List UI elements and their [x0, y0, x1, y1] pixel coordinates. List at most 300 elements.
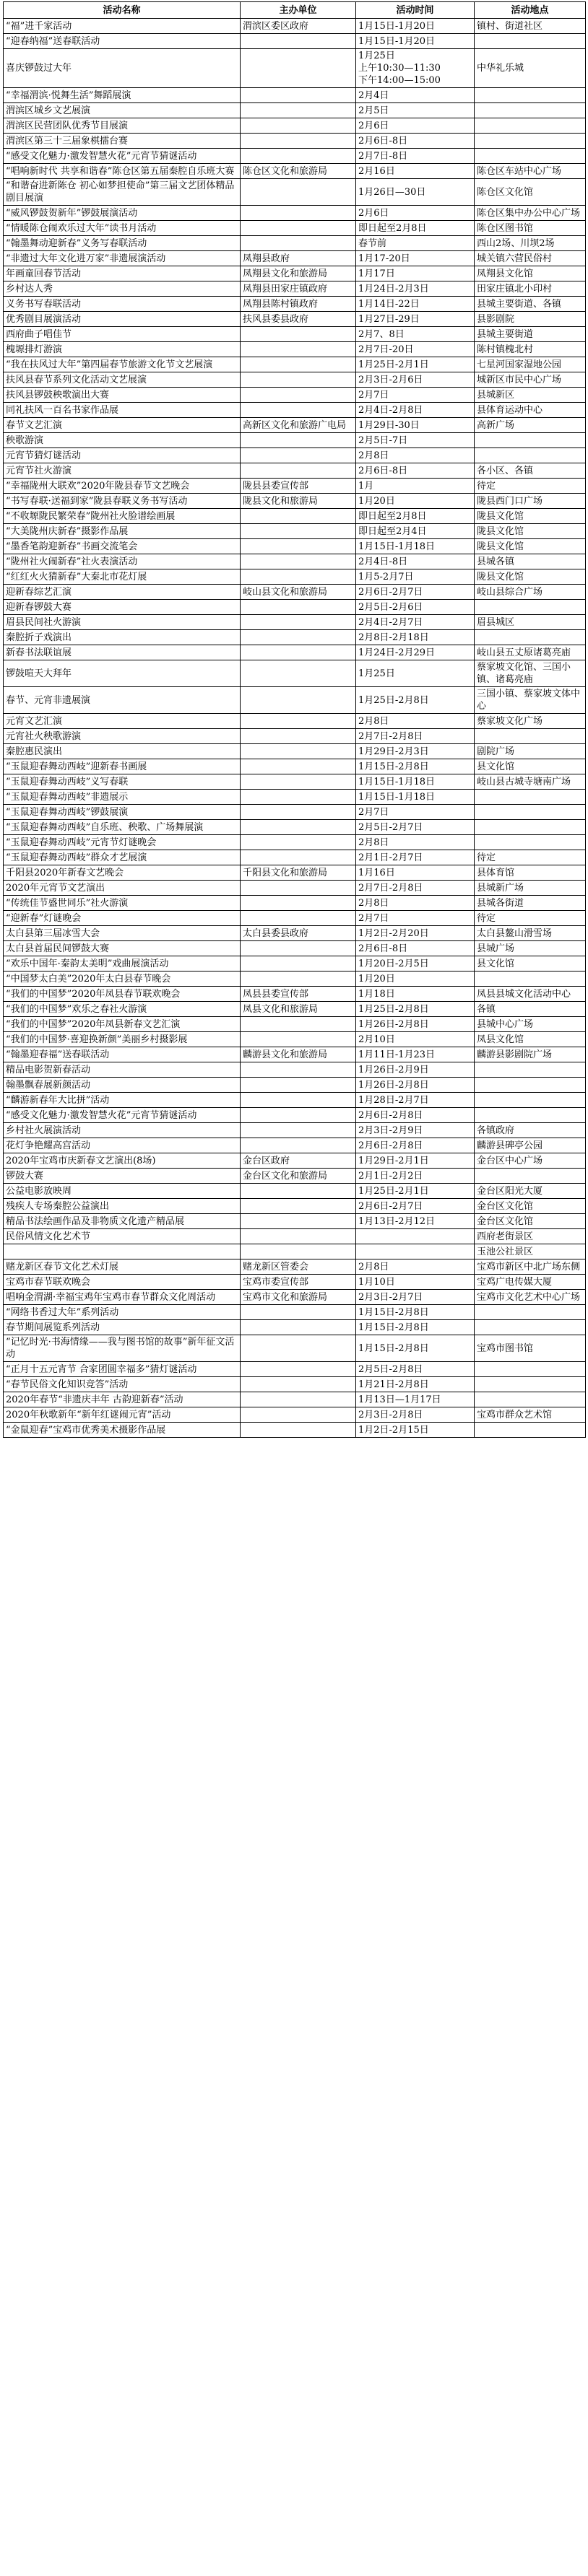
table-row — [4, 297, 586, 312]
activity-name-cell: 同礼扶风一百名书家作品展 — [4, 403, 241, 418]
time-cell: 春节前 — [356, 236, 475, 251]
activity-name-cell: 秧歌游演 — [4, 433, 241, 448]
organizer-cell — [241, 1229, 356, 1244]
location-cell — [475, 1362, 586, 1377]
time-cell: 1月15日-2月8日 — [356, 1335, 475, 1362]
time-cell: 1月17-20日 — [356, 251, 475, 266]
table-row — [4, 1214, 586, 1229]
organizer-cell — [241, 630, 356, 645]
time-cell: 2月6日-8日 — [356, 463, 475, 479]
organizer-cell — [241, 34, 356, 49]
location-cell — [475, 729, 586, 744]
organizer-cell: 凤翔县田家庄镇政府 — [241, 281, 356, 297]
activity-name-cell: 乡村达人秀 — [4, 281, 241, 297]
activity-name-cell: 赌龙新区春节文化艺术灯展 — [4, 1259, 241, 1275]
time-cell: 1月15日-2月8日 — [356, 759, 475, 774]
location-cell — [475, 1423, 586, 1438]
time-cell: 1月26日—30日 — [356, 179, 475, 206]
table-row — [4, 1002, 586, 1017]
organizer-cell — [241, 941, 356, 956]
time-cell: 2月1日-2月7日 — [356, 850, 475, 865]
table-row — [4, 494, 586, 509]
time-cell: 2月16日 — [356, 164, 475, 179]
table-row — [4, 1078, 586, 1093]
location-cell: 县城各街道 — [475, 896, 586, 911]
location-cell: 待定 — [475, 479, 586, 494]
location-cell: 凤翔县文化馆 — [475, 266, 586, 281]
time-cell: 2月8日 — [356, 448, 475, 463]
activity-name-cell: 精品书法绘画作品及非物质文化遗产精品展 — [4, 1214, 241, 1229]
location-cell: 凤县文化馆 — [475, 1032, 586, 1047]
table-row — [4, 418, 586, 433]
location-cell: 城新区市民中心广场 — [475, 372, 586, 388]
time-cell: 1月15日-1月20日 — [356, 19, 475, 34]
time-cell: 2月7日 — [356, 911, 475, 926]
location-cell: 宝鸡市文化艺术中心广场 — [475, 1290, 586, 1305]
organizer-cell: 渭滨区委区政府 — [241, 19, 356, 34]
location-cell: 眉县城区 — [475, 615, 586, 630]
organizer-cell — [241, 1093, 356, 1108]
table-row — [4, 34, 586, 49]
table-row — [4, 1275, 586, 1290]
location-cell: 陇县文化馆 — [475, 539, 586, 554]
activity-name-cell: “红红火火猜新春”大秦北市花灯展 — [4, 569, 241, 585]
table-row — [4, 1032, 586, 1047]
organizer-cell — [241, 1305, 356, 1320]
activity-name-cell: 唱响金渭湖·幸福宝鸡年宝鸡市春节群众文化周活动 — [4, 1290, 241, 1305]
organizer-cell — [241, 820, 356, 835]
organizer-cell: 凤翔县文化和旅游局 — [241, 266, 356, 281]
organizer-cell — [241, 835, 356, 850]
location-cell — [475, 1078, 586, 1093]
activity-name-cell: “迎新春”灯谜晚会 — [4, 911, 241, 926]
time-cell: 1月13日-2月12日 — [356, 1214, 475, 1229]
organizer-cell: 金台区政府 — [241, 1153, 356, 1169]
activity-name-cell: 花灯争艳耀高宫活动 — [4, 1138, 241, 1153]
table-row — [4, 881, 586, 896]
activity-name-cell: 优秀剧目展演活动 — [4, 312, 241, 327]
table-row — [4, 19, 586, 34]
activity-name-cell: 民俗风情文化艺术节 — [4, 1229, 241, 1244]
time-cell: 1月20日 — [356, 494, 475, 509]
activity-name-cell: “幸福陇州大联欢”2020年陇县春节文艺晚会 — [4, 479, 241, 494]
table-row — [4, 312, 586, 327]
time-cell: 1月20日-2月5日 — [356, 956, 475, 972]
activity-name-cell: 扶风县锣鼓秧歌演出大赛 — [4, 388, 241, 403]
organizer-cell: 千阳县文化和旅游局 — [241, 865, 356, 881]
time-cell: 2月7日 — [356, 388, 475, 403]
table-row — [4, 1184, 586, 1199]
header-location: 活动地点 — [475, 2, 586, 19]
location-cell — [475, 1320, 586, 1335]
organizer-cell: 陇县县委宣传部 — [241, 479, 356, 494]
activity-name-cell: 锣鼓喧天大拜年 — [4, 660, 241, 687]
table-row — [4, 1244, 586, 1259]
table-row — [4, 956, 586, 972]
activity-name-cell: 锣鼓大赛 — [4, 1169, 241, 1184]
activity-name-cell: “春节民俗文化知识竞答”活动 — [4, 1377, 241, 1392]
location-cell: 镇村、街道社区 — [475, 19, 586, 34]
location-cell — [475, 1169, 586, 1184]
location-cell — [475, 433, 586, 448]
location-cell: 各镇政府 — [475, 1123, 586, 1138]
organizer-cell — [241, 850, 356, 865]
organizer-cell — [241, 896, 356, 911]
table-row — [4, 835, 586, 850]
organizer-cell — [241, 881, 356, 896]
activity-name-cell: “翰墨舞动迎新春”义务写春联活动 — [4, 236, 241, 251]
time-cell: 2月6日-2月7日 — [356, 585, 475, 600]
activity-name-cell: 扶风县春节系列文化活动文艺展演 — [4, 372, 241, 388]
location-cell: 西府老街景区 — [475, 1229, 586, 1244]
activity-name-cell: 迎新春锣鼓大赛 — [4, 600, 241, 615]
activity-name-cell: “感受文化魅力·激发智慧火花”元宵节猜谜活动 — [4, 149, 241, 164]
time-cell: 2月5日-2月6日 — [356, 600, 475, 615]
organizer-cell — [241, 1062, 356, 1078]
organizer-cell — [241, 790, 356, 805]
organizer-cell — [241, 660, 356, 687]
activity-name-cell: 翰墨飘春展新颜活动 — [4, 1078, 241, 1093]
time-cell: 2月6日 — [356, 118, 475, 134]
time-cell — [356, 1229, 475, 1244]
organizer-cell — [241, 206, 356, 221]
organizer-cell — [241, 236, 356, 251]
location-cell — [475, 1305, 586, 1320]
time-cell: 2月8日 — [356, 896, 475, 911]
time-cell: 2月3日-2月8日 — [356, 1407, 475, 1423]
location-cell — [475, 103, 586, 118]
organizer-cell — [241, 388, 356, 403]
organizer-cell — [241, 342, 356, 357]
location-cell: 剧院广场 — [475, 744, 586, 759]
time-cell: 1月24日-2月3日 — [356, 281, 475, 297]
organizer-cell — [241, 1423, 356, 1438]
time-cell: 即日起至2月8日 — [356, 221, 475, 236]
activity-name-cell: “和谐奋进新陈仓 初心如梦担使命”第三届文艺团体精品剧目展演 — [4, 179, 241, 206]
time-cell: 1月16日 — [356, 865, 475, 881]
time-cell: 1月26日-2月8日 — [356, 1078, 475, 1093]
organizer-cell — [241, 569, 356, 585]
table-row — [4, 1320, 586, 1335]
time-cell: 1月15日-1月20日 — [356, 34, 475, 49]
activity-name-cell: “我们的中国梦”2020年凤县春节联欢晚会 — [4, 987, 241, 1002]
location-cell — [475, 630, 586, 645]
activity-name-cell: 新春书法联谊展 — [4, 645, 241, 660]
time-cell: 2月3日-2月6日 — [356, 372, 475, 388]
location-cell — [475, 820, 586, 835]
time-cell: 1月26日-2月9日 — [356, 1062, 475, 1078]
location-cell: 玉池公社景区 — [475, 1244, 586, 1259]
time-cell: 2月8日-2月18日 — [356, 630, 475, 645]
time-cell: 2月7日-20日 — [356, 342, 475, 357]
table-row — [4, 88, 586, 103]
activity-name-cell: 太白县第三届冰雪大会 — [4, 926, 241, 941]
location-cell — [475, 88, 586, 103]
table-row — [4, 524, 586, 539]
location-cell: 县文化馆 — [475, 956, 586, 972]
time-cell: 2月5日-2月8日 — [356, 1362, 475, 1377]
table-row — [4, 539, 586, 554]
location-cell: 麟游县影剧院广场 — [475, 1047, 586, 1062]
organizer-cell: 麟游县文化和旅游局 — [241, 1047, 356, 1062]
time-cell: 1月2日-2月20日 — [356, 926, 475, 941]
activity-name-cell: “中国梦太白美”2020年太白县春节晚会 — [4, 972, 241, 987]
activity-name-cell: “网络书香过大年”系列活动 — [4, 1305, 241, 1320]
location-cell — [475, 790, 586, 805]
activity-name-cell: 2020年宝鸡市庆新春文艺演出(8场) — [4, 1153, 241, 1169]
activity-name-cell: “非遗过大年文化进万家”非遗展演活动 — [4, 251, 241, 266]
organizer-cell — [241, 1108, 356, 1123]
activity-name-cell: “我们的中国梦”欢乐之春社火游演 — [4, 1002, 241, 1017]
activity-name-cell: 2020年元宵节文艺演出 — [4, 881, 241, 896]
organizer-cell — [241, 972, 356, 987]
organizer-cell — [241, 221, 356, 236]
table-row — [4, 327, 586, 342]
table-row — [4, 1335, 586, 1362]
time-cell: 1月27日-29日 — [356, 312, 475, 327]
organizer-cell — [241, 509, 356, 524]
organizer-cell: 宝鸡市文化和旅游局 — [241, 1290, 356, 1305]
organizer-cell — [241, 1123, 356, 1138]
location-cell: 太白县鳌山滑雪场 — [475, 926, 586, 941]
time-cell: 1月25日-2月1日 — [356, 1184, 475, 1199]
activity-name-cell: 春节期间展览系列活动 — [4, 1320, 241, 1335]
table-row — [4, 805, 586, 820]
location-cell: 中华礼乐城 — [475, 49, 586, 88]
activity-name-cell: “幸福渭滨·悦舞生活”舞蹈展演 — [4, 88, 241, 103]
organizer-cell — [241, 1078, 356, 1093]
location-cell: 县影剧院 — [475, 312, 586, 327]
location-cell — [475, 805, 586, 820]
header-activity-name: 活动名称 — [4, 2, 241, 19]
activity-name-cell: “传统佳节盛世同乐”社火游演 — [4, 896, 241, 911]
time-cell: 1月15日-1月18日 — [356, 539, 475, 554]
table-row — [4, 1362, 586, 1377]
table-row — [4, 266, 586, 281]
activity-name-cell: 太白县首届民间锣鼓大赛 — [4, 941, 241, 956]
organizer-cell — [241, 1377, 356, 1392]
time-cell: 1月25日 — [356, 660, 475, 687]
organizer-cell — [241, 645, 356, 660]
location-cell: 县城广场 — [475, 941, 586, 956]
time-cell: 2月7、8日 — [356, 327, 475, 342]
time-cell: 1月14日-22日 — [356, 297, 475, 312]
table-row — [4, 1047, 586, 1062]
table-row — [4, 49, 586, 88]
location-cell: 岐山县五丈原诸葛亮庙 — [475, 645, 586, 660]
time-cell: 1月25日-2月8日 — [356, 687, 475, 714]
activity-name-cell: “玉鼠迎春舞动西岐”自乐班、秧歌、广场舞展演 — [4, 820, 241, 835]
header-organizer: 主办单位 — [241, 2, 356, 19]
organizer-cell — [241, 554, 356, 569]
table-row — [4, 103, 586, 118]
location-cell: 金台区文化馆 — [475, 1199, 586, 1214]
location-cell — [475, 34, 586, 49]
table-row — [4, 1259, 586, 1275]
time-cell: 1月29日-30日 — [356, 418, 475, 433]
time-cell: 2月8日 — [356, 714, 475, 729]
activity-name-cell: “记忆时光·书海情缘——我与图书馆的故事”新年征文活动 — [4, 1335, 241, 1362]
time-cell: 即日起至2月4日 — [356, 524, 475, 539]
activity-name-cell: “正月十五元宵节 合家团圆幸福多”猜灯谜活动 — [4, 1362, 241, 1377]
location-cell — [475, 1377, 586, 1392]
location-cell: 县体育运动中心 — [475, 403, 586, 418]
activity-name-cell: “威风锣鼓贺新年”锣鼓展演活动 — [4, 206, 241, 221]
time-cell: 2月7日-8日 — [356, 149, 475, 164]
organizer-cell — [241, 744, 356, 759]
table-row — [4, 179, 586, 206]
organizer-cell — [241, 687, 356, 714]
activity-name-cell: 千阳县2020年新春文艺晚会 — [4, 865, 241, 881]
activity-name-cell: “感受文化魅力·激发智慧火花”元宵节猜谜活动 — [4, 1108, 241, 1123]
organizer-cell — [241, 372, 356, 388]
table-row — [4, 134, 586, 149]
time-cell: 1月15日-1月18日 — [356, 774, 475, 790]
activity-name-cell: “迎春纳福”送春联活动 — [4, 34, 241, 49]
activity-name-cell: 元宵节猜灯谜活动 — [4, 448, 241, 463]
activity-name-cell: 西府曲子唱佳节 — [4, 327, 241, 342]
location-cell — [475, 600, 586, 615]
organizer-cell: 太白县委县政府 — [241, 926, 356, 941]
location-cell: 金台区文化馆 — [475, 1214, 586, 1229]
activity-table — [3, 1, 586, 1438]
organizer-cell — [241, 615, 356, 630]
time-cell: 1月28日-2月7日 — [356, 1093, 475, 1108]
organizer-cell — [241, 1392, 356, 1407]
table-row — [4, 600, 586, 615]
location-cell: 城关镇六营民俗村 — [475, 251, 586, 266]
organizer-cell — [241, 1017, 356, 1032]
organizer-cell — [241, 134, 356, 149]
time-cell: 1月18日 — [356, 987, 475, 1002]
table-row — [4, 479, 586, 494]
organizer-cell — [241, 729, 356, 744]
time-cell — [356, 1244, 475, 1259]
time-cell: 1月13日—1月17日 — [356, 1392, 475, 1407]
location-cell: 县体育馆 — [475, 865, 586, 881]
time-cell: 2月5日 — [356, 103, 475, 118]
time-cell: 2月8日 — [356, 1259, 475, 1275]
table-row — [4, 1153, 586, 1169]
table-row — [4, 388, 586, 403]
activity-name-cell: “玉鼠迎春舞动西岐”非遗展示 — [4, 790, 241, 805]
organizer-cell — [241, 524, 356, 539]
location-cell: 县城各镇 — [475, 554, 586, 569]
table-row — [4, 987, 586, 1002]
table-row — [4, 820, 586, 835]
table-row — [4, 433, 586, 448]
time-cell: 1月11日-1月23日 — [356, 1047, 475, 1062]
organizer-cell — [241, 956, 356, 972]
table-row — [4, 149, 586, 164]
activity-name-cell: 春节、元宵非遗展演 — [4, 687, 241, 714]
table-row — [4, 759, 586, 774]
location-cell: 县城新广场 — [475, 881, 586, 896]
table-row — [4, 1169, 586, 1184]
time-cell: 2月3日-2月7日 — [356, 1290, 475, 1305]
time-cell: 2月4日-8日 — [356, 554, 475, 569]
table-row — [4, 941, 586, 956]
table-row — [4, 660, 586, 687]
time-cell: 1月25日 上午10:30—11:30 下午14:00—15:00 — [356, 49, 475, 88]
organizer-cell — [241, 1362, 356, 1377]
time-cell: 2月7日-2月8日 — [356, 729, 475, 744]
activity-name-cell: 元宵节社火游演 — [4, 463, 241, 479]
table-row — [4, 342, 586, 357]
location-cell — [475, 1108, 586, 1123]
location-cell — [475, 134, 586, 149]
activity-name-cell: 年画童回春节活动 — [4, 266, 241, 281]
table-row — [4, 865, 586, 881]
time-cell: 1月10日 — [356, 1275, 475, 1290]
organizer-cell — [241, 327, 356, 342]
organizer-cell — [241, 1214, 356, 1229]
table-row — [4, 118, 586, 134]
organizer-cell — [241, 1407, 356, 1423]
location-cell: 县文化馆 — [475, 759, 586, 774]
table-row — [4, 372, 586, 388]
time-cell: 2月6日-2月8日 — [356, 1108, 475, 1123]
location-cell: 金台区阳光大厦 — [475, 1184, 586, 1199]
location-cell: 七星河国家湿地公园 — [475, 357, 586, 372]
table-row — [4, 251, 586, 266]
table-row — [4, 1290, 586, 1305]
activity-name-cell: 2020年秋歌新年“新年红谜闹元宵”活动 — [4, 1407, 241, 1423]
table-row — [4, 1108, 586, 1123]
location-cell: 陈村镇槐北村 — [475, 342, 586, 357]
organizer-cell — [241, 1184, 356, 1199]
activity-name-cell: “墨香笔韵迎新春”书画交流笔会 — [4, 539, 241, 554]
location-cell: 待定 — [475, 850, 586, 865]
time-cell: 1月25日-2月1日 — [356, 357, 475, 372]
location-cell: 陈仓区图书馆 — [475, 221, 586, 236]
activity-name-cell: “玉鼠迎春舞动西岐”元宵节灯谜晚会 — [4, 835, 241, 850]
organizer-cell — [241, 103, 356, 118]
activity-name-cell: 春节文艺汇演 — [4, 418, 241, 433]
time-cell: 2月8日 — [356, 835, 475, 850]
activity-name-cell: “我在扶风过大年”第四届春节旅游文化节文艺展演 — [4, 357, 241, 372]
time-cell: 1月29日-2月3日 — [356, 744, 475, 759]
activity-name-cell: 槐塬排灯游演 — [4, 342, 241, 357]
activity-name-cell: “书写春联·送福到家”陇县春联义务书写活动 — [4, 494, 241, 509]
table-row — [4, 714, 586, 729]
table-row — [4, 569, 586, 585]
table-row — [4, 1423, 586, 1438]
organizer-cell — [241, 179, 356, 206]
time-cell: 1月26日-2月8日 — [356, 1017, 475, 1032]
activity-name-cell: 眉县民间社火游演 — [4, 615, 241, 630]
location-cell: 县城主要街道 — [475, 327, 586, 342]
organizer-cell: 高新区文化和旅游广电局 — [241, 418, 356, 433]
location-cell: 蔡家坡文化广场 — [475, 714, 586, 729]
organizer-cell — [241, 600, 356, 615]
location-cell: 宝鸡市群众艺术馆 — [475, 1407, 586, 1423]
location-cell: 陇县文化馆 — [475, 509, 586, 524]
table-row — [4, 774, 586, 790]
time-cell: 1月25日-2月8日 — [356, 1002, 475, 1017]
organizer-cell — [241, 149, 356, 164]
organizer-cell: 凤翔县陈村镇政府 — [241, 297, 356, 312]
location-cell: 陈仓区车站中心广场 — [475, 164, 586, 179]
organizer-cell — [241, 1320, 356, 1335]
table-row — [4, 357, 586, 372]
time-cell: 2月4日-2月7日 — [356, 615, 475, 630]
table-row — [4, 236, 586, 251]
time-cell: 2月10日 — [356, 1032, 475, 1047]
time-cell: 2月6日 — [356, 206, 475, 221]
activity-name-cell: 喜庆锣鼓过大年 — [4, 49, 241, 88]
table-row — [4, 1123, 586, 1138]
